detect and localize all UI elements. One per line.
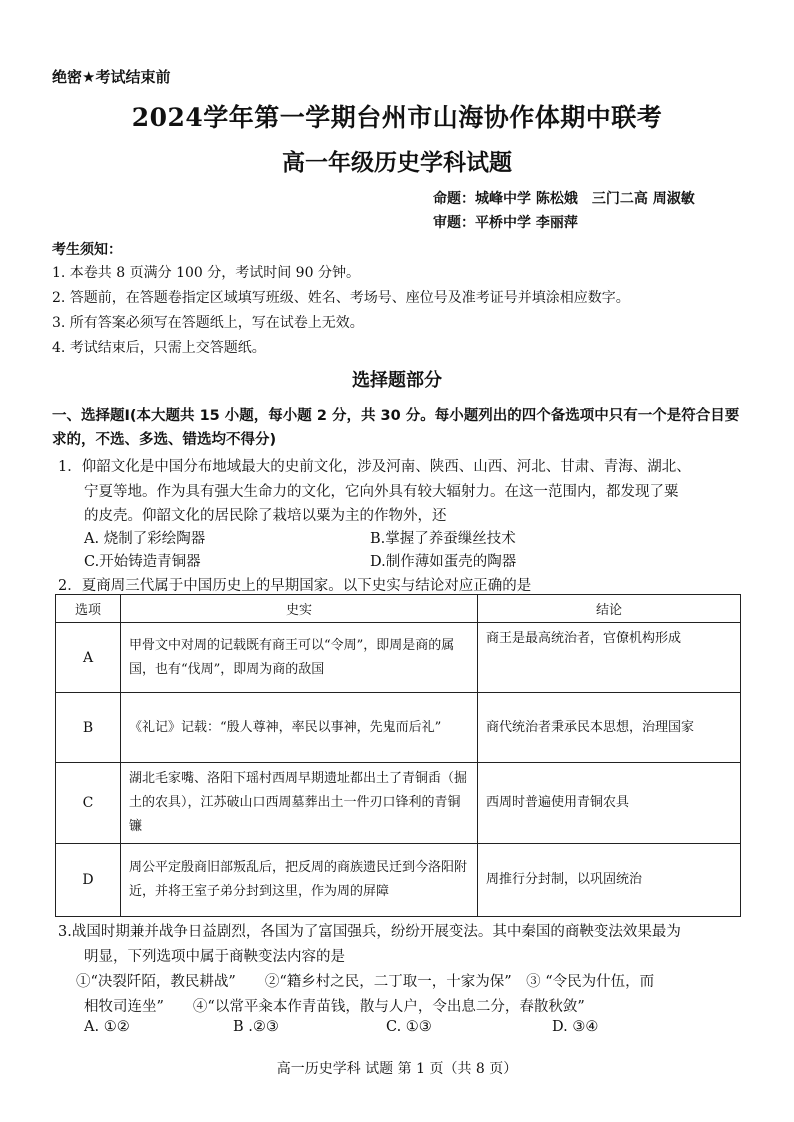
notice-item: 2. 答题前，在答题卷指定区域填写班级、姓名、考场号、座位号及准考证号并填涂相应数字。 (52, 290, 630, 306)
notice-item: 3. 所有答案必须写在答题纸上，写在试卷上无效。 (52, 315, 364, 331)
question-3-line: ①“决裂阡陌，教民耕战” ②“籍乡村之民，二丁取一，十家为保” ③ “令民为什伍，而 (76, 974, 655, 990)
notice-item: 1. 本卷共 8 页满分 100 分，考试时间 90 分钟。 (52, 265, 360, 281)
question-3-option-c: C. ①③ (386, 1019, 432, 1035)
question-3-option-a: A. ①② (84, 1019, 130, 1035)
question-1-line: 的皮壳。仰韶文化的居民除了栽培以粟为主的作物外，还 (84, 508, 447, 524)
question-2-stem: 2．夏商周三代属于中国历史上的早期国家。以下史实与结论对应正确的是 (58, 578, 532, 594)
row-option: B (56, 693, 121, 763)
row-option: C (56, 763, 121, 844)
question-1-line: 1．仰韶文化是中国分布地域最大的史前文化，涉及河南、陕西、山西、河北、甘肃、青海、湖北、 (58, 459, 691, 475)
confidential-mark: 绝密★考试结束前 (52, 68, 171, 86)
row-conclusion: 商王是最高统治者，官僚机构形成 (478, 623, 741, 693)
row-fact: 甲骨文中对周的记载既有商王可以“令周”，即周是商的属国，也有“伐周”，即周为商的敌国 (121, 623, 478, 693)
table-row (56, 763, 741, 844)
row-conclusion: 周推行分封制，以巩固统治 (478, 844, 741, 917)
question-1-option-c: C.开始铸造青铜器 (84, 554, 201, 570)
table-row (56, 693, 741, 763)
row-option: A (56, 623, 121, 693)
section-title: 选择题部分 (352, 370, 442, 391)
question-1-option-d: D.制作薄如蛋壳的陶器 (370, 554, 517, 570)
question-3-line: 相牧司连坐” ④“以常平籴本作青苗钱，散与人户，令出息二分，春散秋敛” (84, 999, 585, 1015)
notice-title: 考生须知： (52, 242, 122, 258)
exam-subtitle: 高一年级历史学科试题 (282, 149, 512, 176)
row-fact: 《礼记》记载：“殷人尊神，率民以事神，先鬼而后礼” (121, 693, 478, 763)
row-fact: 周公平定殷商旧部叛乱后，把反周的商族遗民迁到今洛阳附近，并将王室子弟分封到这里，作为周的屏障 (121, 844, 478, 917)
section-instruction: 一、选择题Ⅰ(本大题共 15 小题，每小题 2 分，共 30 分。每小题列出的四个备选项中只有一个是符合目要求的，不选、多选、错选均不得分) (52, 408, 740, 448)
header-fact: 史实 (121, 595, 478, 623)
exam-title: 2024学年第一学期台州市山海协作体期中联考 (131, 103, 663, 132)
question-2-table (55, 594, 741, 917)
row-option: D (56, 844, 121, 917)
question-1-option-b: B.掌握了养蚕缫丝技术 (370, 531, 516, 547)
notice-item: 4. 考试结束后，只需上交答题纸。 (52, 340, 266, 356)
header-option: 选项 (56, 595, 121, 623)
table-header-row (56, 595, 741, 623)
question-3-line: 明显，下列选项中属于商鞅变法内容的是 (84, 949, 345, 965)
question-3-option-d: D. ③④ (552, 1019, 599, 1035)
row-conclusion: 商代统治者秉承民本思想，治理国家 (478, 693, 741, 763)
header-conclusion: 结论 (478, 595, 741, 623)
row-fact: 湖北毛家嘴、洛阳下瑶村西周早期遗址都出土了青铜臿（掘土的农具），江苏破山口西周墓葬出土一件刃口锋利的青铜镰 (121, 763, 478, 844)
reviewer-line: 审题：平桥中学 李丽萍 (433, 215, 578, 231)
question-3-line: 3.战国时期兼并战争日益剧烈，各国为了富国强兵，纷纷开展变法。其中秦国的商鞅变法效果最为 (58, 924, 681, 940)
table-row (56, 844, 741, 917)
question-1-option-a: A. 烧制了彩绘陶器 (84, 531, 206, 547)
table-row (56, 623, 741, 693)
authors-line: 命题：城峰中学 陈松娥 三门二高 周淑敏 (433, 191, 695, 207)
row-conclusion: 西周时普遍使用青铜农具 (478, 763, 741, 844)
page-footer: 高一历史学科 试题 第 1 页（共 8 页） (276, 1061, 518, 1077)
question-3-option-b: B .②③ (233, 1019, 279, 1035)
question-1-line: 宁夏等地。作为具有强大生命力的文化，它向外具有较大辐射力。在这一范围内，都发现了粟 (84, 484, 679, 500)
